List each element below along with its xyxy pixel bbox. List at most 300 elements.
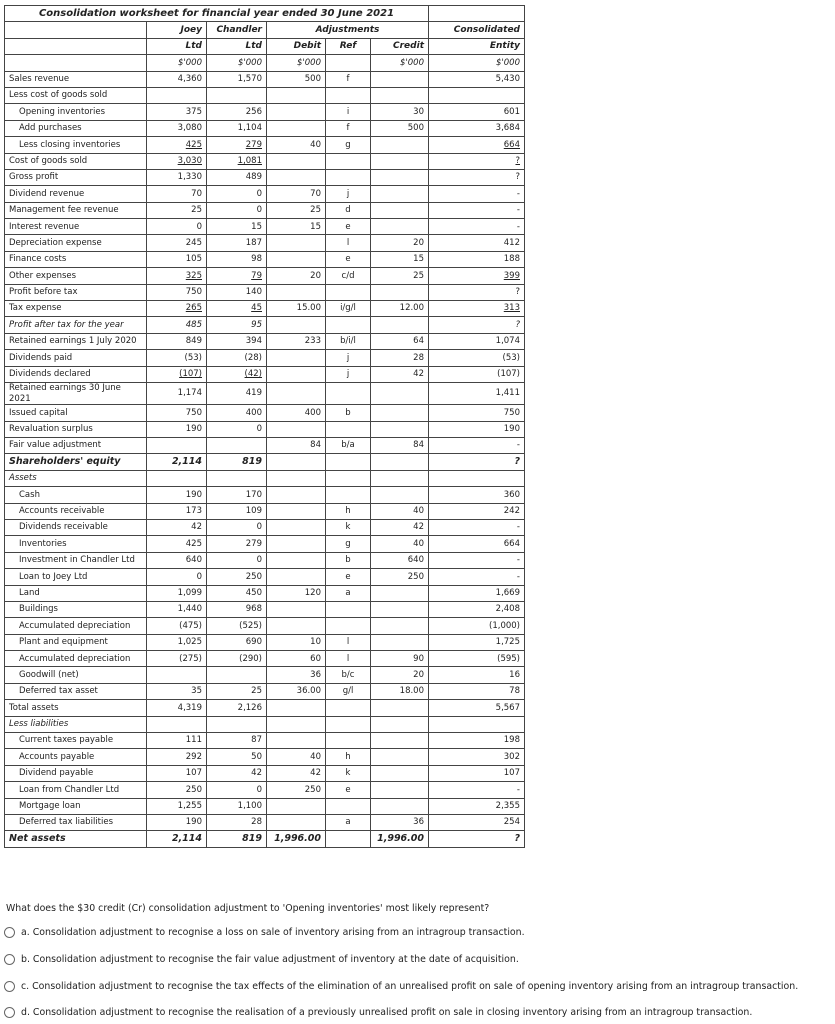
table-row xyxy=(5,667,525,683)
cell-value: 360 xyxy=(503,489,520,500)
cell-value: 10 xyxy=(310,637,321,648)
cell-value: 2,114 xyxy=(171,456,202,468)
cell-chandler xyxy=(207,503,267,519)
answer-option-text: a. Consolidation adjustment to recognise a loss on sale of inventory arising from an intragroup transaction. xyxy=(21,927,525,938)
cell-cons xyxy=(429,503,525,519)
cell-ref xyxy=(326,71,371,87)
row-label: Dividends receivable xyxy=(5,519,147,535)
table-row xyxy=(5,153,525,169)
row-label: Opening inventories xyxy=(5,104,147,120)
table-row xyxy=(5,815,525,831)
cell-chandler xyxy=(207,301,267,317)
cell-debit xyxy=(267,618,326,634)
row-label: Mortgage loan xyxy=(5,798,147,814)
cell-debit xyxy=(267,219,326,235)
cell-chandler xyxy=(207,235,267,251)
cell-value: 849 xyxy=(185,336,202,347)
cell-value: (290) xyxy=(239,653,262,664)
cell-value: 256 xyxy=(245,106,262,117)
cell-value: ? xyxy=(515,319,520,330)
cell-chandler xyxy=(207,202,267,218)
cell-joey xyxy=(147,202,207,218)
row-label: Cash xyxy=(5,487,147,503)
cell-joey xyxy=(147,382,207,404)
cell-joey xyxy=(147,519,207,535)
cell-credit xyxy=(371,700,429,716)
cell-cons xyxy=(429,153,525,169)
row-label: Land xyxy=(5,585,147,601)
cell-joey xyxy=(147,350,207,366)
cell-ref xyxy=(326,700,371,716)
cell-debit xyxy=(267,454,326,470)
cell-value: j xyxy=(346,188,350,199)
cell-value: l xyxy=(346,653,350,664)
cell-value: 412 xyxy=(503,237,520,248)
cell-joey xyxy=(147,569,207,585)
table-row xyxy=(5,87,525,103)
cell-value: 20 xyxy=(413,237,424,248)
cell-chandler xyxy=(207,618,267,634)
cell-value: 25 xyxy=(413,270,424,281)
answer-option-text: b. Consolidation adjustment to recognise the fair value adjustment of inventory at the date of acquisition. xyxy=(21,954,519,965)
cell-value: (475) xyxy=(179,620,202,631)
cell-value: 640 xyxy=(407,555,424,566)
cell-cons xyxy=(429,169,525,185)
row-label: Add purchases xyxy=(5,120,147,136)
cell-debit xyxy=(267,782,326,798)
cell-value: 3,030 xyxy=(177,155,202,166)
cell-chandler xyxy=(207,536,267,552)
cell-credit xyxy=(371,716,429,732)
cell-value: 1,411 xyxy=(495,388,520,399)
cell-ref xyxy=(326,284,371,300)
cell-ref xyxy=(326,454,371,470)
cell-value: 250 xyxy=(245,571,262,582)
cell-chandler xyxy=(207,219,267,235)
cell-value: 95 xyxy=(251,319,262,330)
cell-credit xyxy=(371,601,429,617)
cell-joey xyxy=(147,104,207,120)
cell-chandler xyxy=(207,120,267,136)
cell-value: 500 xyxy=(304,74,321,84)
table-row xyxy=(5,235,525,251)
cell-value: 292 xyxy=(185,751,202,762)
table-row xyxy=(5,765,525,781)
cell-value: e xyxy=(345,254,351,265)
cell-credit xyxy=(371,667,429,683)
cell-value: 42 xyxy=(191,522,202,533)
row-label: Loan to Joey Ltd xyxy=(5,569,147,585)
table-row xyxy=(5,219,525,235)
cell-value: 250 xyxy=(185,784,202,795)
cell-debit xyxy=(267,765,326,781)
cell-debit xyxy=(267,202,326,218)
cell-joey xyxy=(147,618,207,634)
cell-cons xyxy=(429,634,525,650)
answer-option-text: c. Consolidation adjustment to recognise the tax effects of the elimination of an unrealised profit on sale of opening inventory arising from an intragroup transaction. xyxy=(21,981,799,992)
table-row xyxy=(5,683,525,699)
cell-value: (28) xyxy=(244,352,262,363)
cell-ref xyxy=(326,601,371,617)
cell-value: 25 xyxy=(310,205,321,216)
cell-value: 87 xyxy=(251,735,262,746)
radio-button[interactable] xyxy=(4,954,15,965)
row-label: Buildings xyxy=(5,601,147,617)
cell-debit xyxy=(267,569,326,585)
cell-joey xyxy=(147,487,207,503)
cell-ref xyxy=(326,366,371,382)
cell-value: - xyxy=(516,221,520,232)
row-label: Investment in Chandler Ltd xyxy=(5,552,147,568)
cell-value: 70 xyxy=(191,188,202,199)
cell-value: 419 xyxy=(245,388,262,399)
cell-ref xyxy=(326,487,371,503)
cell-cons xyxy=(429,585,525,601)
cell-cons xyxy=(429,219,525,235)
row-label: Less liabilities xyxy=(5,716,147,732)
cell-value: 425 xyxy=(185,139,202,150)
cell-value: a xyxy=(345,587,351,598)
cell-debit xyxy=(267,487,326,503)
cell-value: 1,104 xyxy=(237,123,262,134)
cell-ref xyxy=(326,137,371,153)
cell-chandler xyxy=(207,749,267,765)
cell-value: 500 xyxy=(407,123,424,134)
cell-value: 1,330 xyxy=(177,172,202,183)
cell-chandler xyxy=(207,683,267,699)
cell-chandler xyxy=(207,366,267,382)
cell-joey xyxy=(147,700,207,716)
cell-cons xyxy=(429,831,525,847)
table-row xyxy=(5,169,525,185)
radio-button[interactable] xyxy=(4,1007,15,1018)
cell-credit xyxy=(371,815,429,831)
cell-cons xyxy=(429,366,525,382)
cell-credit xyxy=(371,552,429,568)
cell-value: b xyxy=(345,407,351,418)
cell-joey xyxy=(147,169,207,185)
cell-value: j xyxy=(346,369,350,380)
cell-credit xyxy=(371,87,429,103)
cell-value: d xyxy=(345,205,351,216)
cell-value: 0 xyxy=(256,205,262,216)
cell-cons xyxy=(429,470,525,486)
table-row xyxy=(5,519,525,535)
cell-debit xyxy=(267,137,326,153)
table-row xyxy=(5,202,525,218)
cell-cons xyxy=(429,120,525,136)
cell-value: 1,669 xyxy=(495,587,520,598)
cell-chandler xyxy=(207,700,267,716)
cell-debit xyxy=(267,405,326,421)
cell-chandler xyxy=(207,765,267,781)
cell-credit xyxy=(371,153,429,169)
row-label: Retained earnings 1 July 2020 xyxy=(5,333,147,349)
cell-value: e xyxy=(345,784,351,795)
cell-chandler xyxy=(207,251,267,267)
cell-cons xyxy=(429,618,525,634)
cell-ref xyxy=(326,120,371,136)
row-label: Management fee revenue xyxy=(5,202,147,218)
cell-value: 0 xyxy=(256,424,262,435)
cell-value: 36 xyxy=(413,817,424,828)
table-row xyxy=(5,585,525,601)
cell-value: b/i/l xyxy=(340,336,356,347)
cell-cons xyxy=(429,421,525,437)
cell-value: h xyxy=(345,751,351,762)
cell-debit xyxy=(267,585,326,601)
cell-debit xyxy=(267,831,326,847)
cell-value: 1,174 xyxy=(177,388,202,399)
cell-value: 450 xyxy=(245,587,262,598)
cell-value: 107 xyxy=(185,768,202,779)
cell-value: 84 xyxy=(310,440,321,451)
cell-cons xyxy=(429,71,525,87)
cell-value: 190 xyxy=(185,489,202,500)
cell-credit xyxy=(371,733,429,749)
cell-debit xyxy=(267,186,326,202)
cell-value: 28 xyxy=(413,352,424,363)
cell-joey xyxy=(147,284,207,300)
table-row xyxy=(5,487,525,503)
row-label: Plant and equipment xyxy=(5,634,147,650)
cell-credit xyxy=(371,454,429,470)
cell-cons xyxy=(429,733,525,749)
cell-debit xyxy=(267,120,326,136)
cell-cons xyxy=(429,683,525,699)
cell-debit xyxy=(267,87,326,103)
cell-value: c/d xyxy=(341,270,355,281)
table-row xyxy=(5,284,525,300)
cell-ref xyxy=(326,104,371,120)
cell-value: 64 xyxy=(413,336,424,347)
cell-value: 5,567 xyxy=(495,702,520,713)
cell-ref xyxy=(326,470,371,486)
cell-ref xyxy=(326,438,371,454)
cell-debit xyxy=(267,169,326,185)
row-label: Inventories xyxy=(5,536,147,552)
cell-chandler xyxy=(207,585,267,601)
cell-ref xyxy=(326,716,371,732)
cell-credit xyxy=(371,421,429,437)
radio-button[interactable] xyxy=(4,927,15,938)
table-row xyxy=(5,634,525,650)
cell-value: - xyxy=(516,188,520,199)
cell-credit xyxy=(371,219,429,235)
cell-ref xyxy=(326,667,371,683)
cell-value: 42 xyxy=(413,369,424,380)
cell-joey xyxy=(147,585,207,601)
row-label: Dividends declared xyxy=(5,366,147,382)
cell-joey xyxy=(147,683,207,699)
row-label: Accounts receivable xyxy=(5,503,147,519)
cell-ref xyxy=(326,765,371,781)
cell-value: 40 xyxy=(310,139,321,150)
cell-value: 20 xyxy=(310,270,321,281)
cell-value: - xyxy=(516,440,520,451)
cell-ref xyxy=(326,301,371,317)
ref-header: Ref xyxy=(326,38,371,54)
cell-credit xyxy=(371,749,429,765)
cell-value: 84 xyxy=(413,440,424,451)
cell-value: 140 xyxy=(245,287,262,298)
cell-value: 70 xyxy=(310,188,321,199)
cell-ref xyxy=(326,251,371,267)
cell-joey xyxy=(147,219,207,235)
cell-value: 750 xyxy=(185,407,202,418)
cell-value: 15 xyxy=(413,254,424,265)
cell-debit xyxy=(267,503,326,519)
cell-joey xyxy=(147,366,207,382)
row-label: Accounts payable xyxy=(5,749,147,765)
radio-button[interactable] xyxy=(4,981,15,992)
cell-chandler xyxy=(207,317,267,333)
table-row xyxy=(5,569,525,585)
cell-chandler xyxy=(207,405,267,421)
cell-value: 233 xyxy=(304,336,321,347)
cell-value: ? xyxy=(515,172,520,183)
cell-ref xyxy=(326,153,371,169)
cell-value: 250 xyxy=(304,784,321,795)
cell-value: 25 xyxy=(191,205,202,216)
cell-value: 640 xyxy=(185,555,202,566)
joey-header-2: Ltd xyxy=(147,38,207,54)
cell-value: 1,996.00 xyxy=(377,833,424,845)
cell-value: 3,080 xyxy=(177,123,202,134)
cell-value: 485 xyxy=(185,319,202,330)
cell-debit xyxy=(267,317,326,333)
cell-value: (525) xyxy=(239,620,262,631)
cell-chandler xyxy=(207,716,267,732)
chandler-header-2: Ltd xyxy=(207,38,267,54)
table-row xyxy=(5,733,525,749)
cell-debit xyxy=(267,552,326,568)
cell-ref xyxy=(326,503,371,519)
cell-ref xyxy=(326,683,371,699)
cell-credit xyxy=(371,782,429,798)
cell-debit xyxy=(267,71,326,87)
cell-credit xyxy=(371,618,429,634)
cell-credit xyxy=(371,536,429,552)
cell-debit xyxy=(267,470,326,486)
cell-value: 40 xyxy=(413,538,424,549)
cell-ref xyxy=(326,202,371,218)
cell-value: 15 xyxy=(251,221,262,232)
row-label: Net assets xyxy=(5,831,147,847)
cell-joey xyxy=(147,251,207,267)
cell-joey xyxy=(147,421,207,437)
cell-ref xyxy=(326,798,371,814)
table-row xyxy=(5,438,525,454)
cell-cons xyxy=(429,186,525,202)
row-label: Cost of goods sold xyxy=(5,153,147,169)
cell-chandler xyxy=(207,798,267,814)
cell-joey xyxy=(147,268,207,284)
cell-value: j xyxy=(346,352,350,363)
cell-credit xyxy=(371,438,429,454)
cell-cons xyxy=(429,749,525,765)
table-row xyxy=(5,71,525,87)
cell-value: 2,355 xyxy=(495,801,520,812)
cell-joey xyxy=(147,716,207,732)
row-label: Loan from Chandler Ltd xyxy=(5,782,147,798)
cell-value: 98 xyxy=(251,254,262,265)
cell-debit xyxy=(267,733,326,749)
cell-value: 254 xyxy=(503,817,520,828)
cell-value: 819 xyxy=(242,456,262,468)
cell-ref xyxy=(326,421,371,437)
table-row xyxy=(5,782,525,798)
cell-chandler xyxy=(207,470,267,486)
cell-value: 190 xyxy=(503,424,520,435)
cell-cons xyxy=(429,569,525,585)
cell-joey xyxy=(147,470,207,486)
cell-value: - xyxy=(516,205,520,216)
cell-value: 394 xyxy=(245,336,262,347)
cell-value: (1,000) xyxy=(489,620,520,631)
cell-joey xyxy=(147,71,207,87)
cell-credit xyxy=(371,71,429,87)
cell-credit xyxy=(371,317,429,333)
cell-credit xyxy=(371,382,429,404)
cell-value: 400 xyxy=(304,407,321,418)
answer-option[interactable] xyxy=(4,954,519,965)
cell-value: 1,025 xyxy=(177,637,202,648)
cell-chandler xyxy=(207,350,267,366)
cell-chandler xyxy=(207,667,267,683)
cell-value: 107 xyxy=(503,768,520,779)
cell-credit xyxy=(371,120,429,136)
cell-value: 120 xyxy=(304,587,321,598)
cell-debit xyxy=(267,366,326,382)
cell-joey xyxy=(147,317,207,333)
cell-credit xyxy=(371,585,429,601)
cell-chandler xyxy=(207,153,267,169)
cell-value: l xyxy=(346,237,350,248)
row-label: Tax expense xyxy=(5,301,147,317)
answer-option[interactable] xyxy=(4,927,525,938)
row-label: Finance costs xyxy=(5,251,147,267)
joey-unit: $'000 xyxy=(147,55,207,71)
row-label: Goodwill (net) xyxy=(5,667,147,683)
cell-value: ? xyxy=(514,833,520,845)
table-row xyxy=(5,536,525,552)
answer-option[interactable] xyxy=(4,981,798,992)
cell-ref xyxy=(326,634,371,650)
cell-value: 187 xyxy=(245,237,262,248)
answer-option[interactable] xyxy=(4,1007,752,1018)
cell-cons xyxy=(429,137,525,153)
cell-ref xyxy=(326,268,371,284)
table-row xyxy=(5,366,525,382)
cell-value: - xyxy=(516,784,520,795)
cell-value: 664 xyxy=(503,139,520,150)
cell-value: (107) xyxy=(497,369,520,380)
cell-cons xyxy=(429,519,525,535)
cell-chandler xyxy=(207,634,267,650)
cell-debit xyxy=(267,700,326,716)
table-row xyxy=(5,700,525,716)
cell-joey xyxy=(147,153,207,169)
cell-ref xyxy=(326,733,371,749)
cell-value: 302 xyxy=(503,751,520,762)
cell-value: 109 xyxy=(245,506,262,517)
cell-credit xyxy=(371,169,429,185)
cell-joey xyxy=(147,137,207,153)
cell-cons xyxy=(429,815,525,831)
cell-value: 0 xyxy=(256,555,262,566)
joey-header-1: Joey xyxy=(147,22,207,38)
